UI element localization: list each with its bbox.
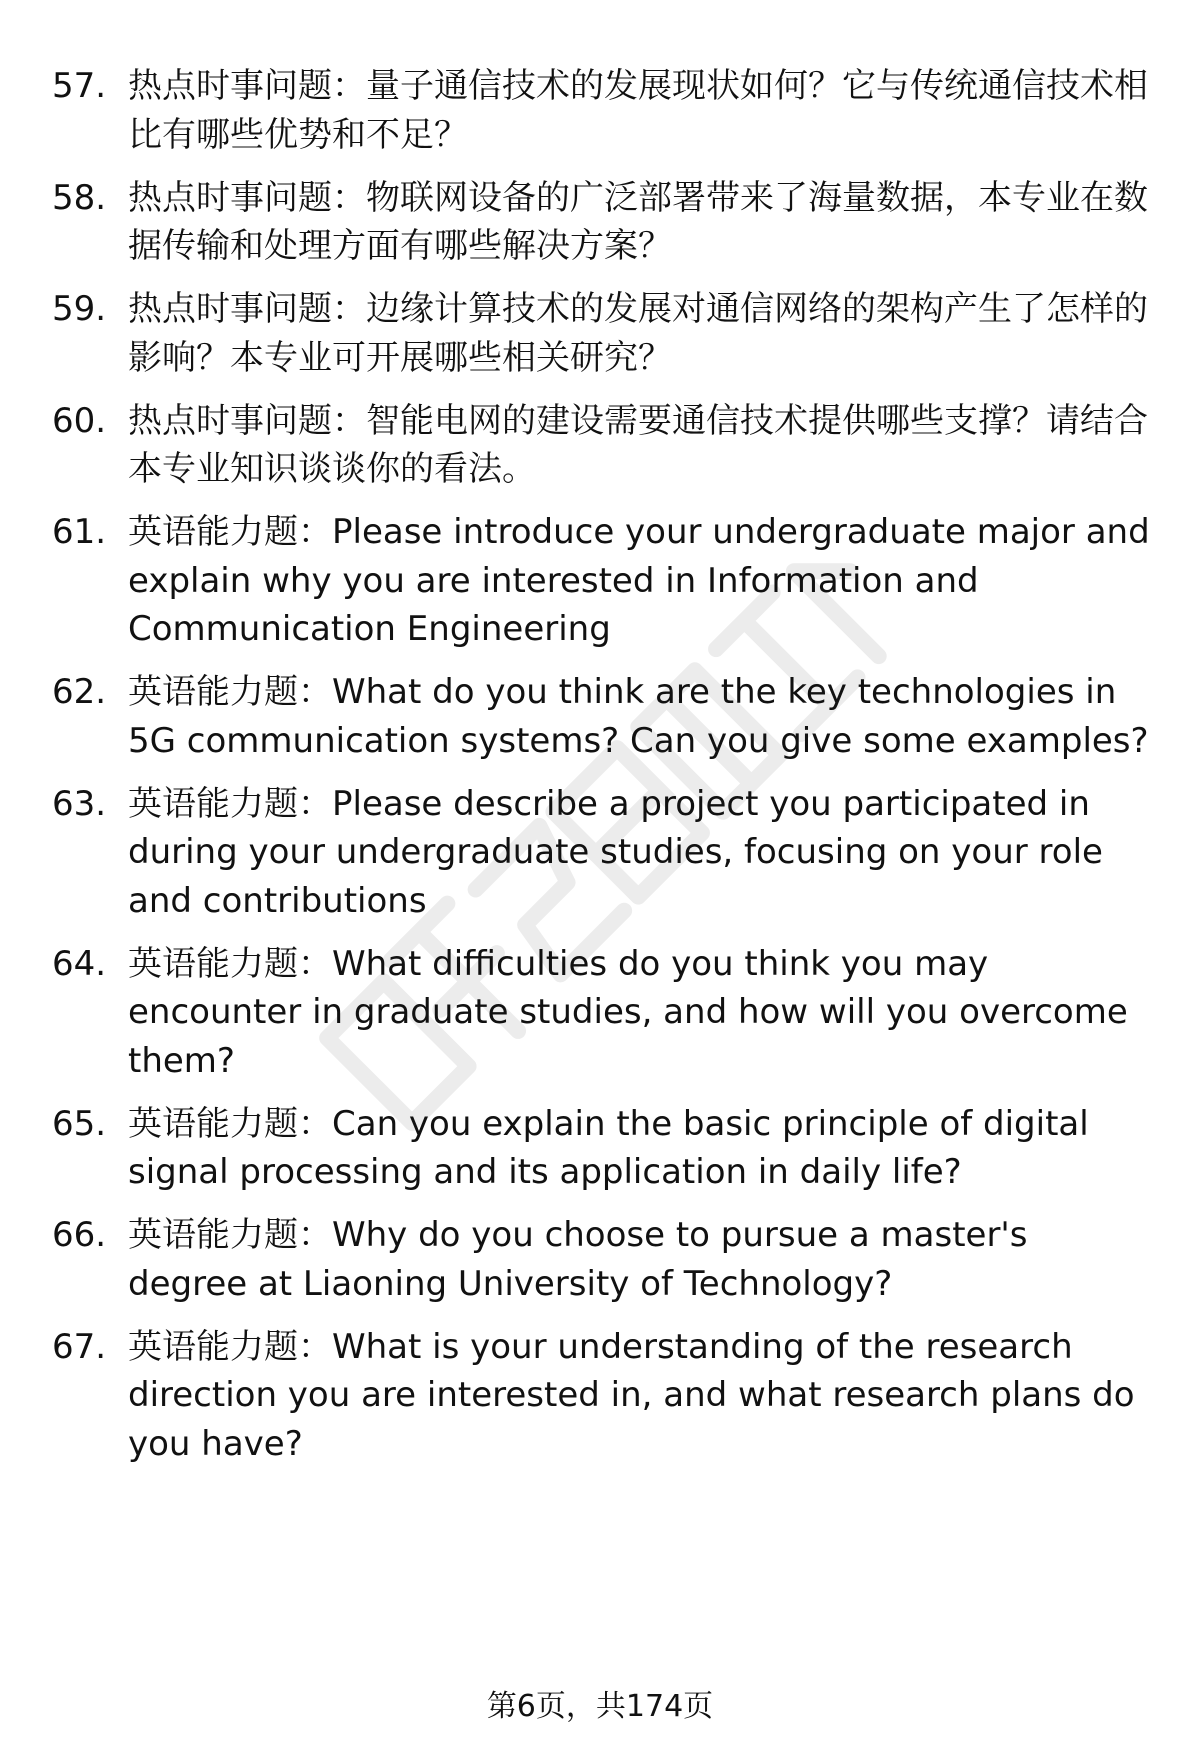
question-category: 英语能力题： (128, 783, 332, 824)
question-text (117, 508, 1152, 654)
question-text (117, 174, 1152, 271)
question-body: 物联网设备的广泛部署带来了海量数据，本专业在数据传输和处理方面有哪些解决方案？ (128, 177, 1148, 266)
question-number: 58. (52, 177, 107, 218)
question-number: 60. (52, 400, 107, 441)
question-text (117, 940, 1152, 1086)
question-category: 英语能力题： (128, 1103, 332, 1144)
page-number-label: 第6页，共174页 (486, 1689, 714, 1724)
question-text (117, 668, 1152, 765)
question-category: 热点时事问题： (128, 400, 366, 441)
question-number: 57. (52, 66, 107, 106)
question-item-66 (0, 1211, 1200, 1308)
question-category: 英语能力题： (128, 1326, 332, 1367)
question-text (117, 397, 1152, 494)
question-body: What is your understanding of the research direction you are interested in, and what research plans do you have? (128, 1326, 1135, 1464)
question-item-59 (0, 285, 1200, 382)
question-body: Can you explain the basic principle of digital signal processing and its application in daily life? (128, 1103, 1089, 1192)
question-item-62 (0, 668, 1200, 765)
question-text (117, 1211, 1152, 1308)
question-number: 62. (52, 672, 107, 712)
question-body: Please introduce your undergraduate major and explain why you are interested in Information and Communication Engineering (128, 512, 1150, 649)
question-category: 热点时事问题： (128, 66, 366, 106)
question-number: 67. (52, 1326, 107, 1367)
question-category: 英语能力题： (128, 512, 332, 552)
question-body: Why do you choose to pursue a master's degree at Liaoning University of Technology? (128, 1215, 1028, 1304)
question-category: 英语能力题： (128, 672, 332, 712)
question-text (117, 1100, 1152, 1197)
question-item-60 (0, 397, 1200, 494)
question-item-63 (0, 780, 1200, 926)
question-category: 英语能力题： (128, 1215, 332, 1255)
question-text (117, 285, 1152, 382)
question-item-67 (0, 1323, 1200, 1469)
question-body: What difficulties do you think you may encounter in graduate studies, and how will you overcome them? (128, 943, 1128, 1081)
question-body: 量子通信技术的发展现状如何？它与传统通信技术相比有哪些优势和不足？ (128, 66, 1148, 155)
question-body: What do you think are the key technologies in 5G communication systems? Can you give some examples? (128, 672, 1149, 761)
question-number: 63. (52, 783, 107, 824)
question-number: 64. (52, 943, 107, 984)
question-text (117, 1323, 1152, 1469)
question-item-65 (0, 1100, 1200, 1197)
question-body: 智能电网的建设需要通信技术提供哪些支撑？请结合本专业知识谈谈你的看法。 (128, 400, 1148, 489)
question-text (117, 62, 1152, 159)
question-number: 61. (52, 512, 107, 552)
question-list (0, 62, 1200, 1483)
question-text (117, 780, 1152, 926)
question-item-58 (0, 174, 1200, 271)
question-item-61 (0, 508, 1200, 654)
question-number: 66. (52, 1215, 107, 1255)
question-category: 热点时事问题： (128, 177, 366, 218)
question-number: 65. (52, 1103, 107, 1144)
question-number: 59. (52, 289, 107, 329)
question-body: Please describe a project you participated in during your undergraduate studies, focusing on your role and contributions (128, 783, 1103, 921)
question-item-64 (0, 940, 1200, 1086)
question-category: 热点时事问题： (128, 289, 366, 329)
question-body: 边缘计算技术的发展对通信网络的架构产生了怎样的影响？本专业可开展哪些相关研究？ (128, 289, 1148, 378)
question-item-57 (0, 62, 1200, 159)
question-category: 英语能力题： (128, 943, 332, 984)
page-footer (0, 1687, 1200, 1727)
